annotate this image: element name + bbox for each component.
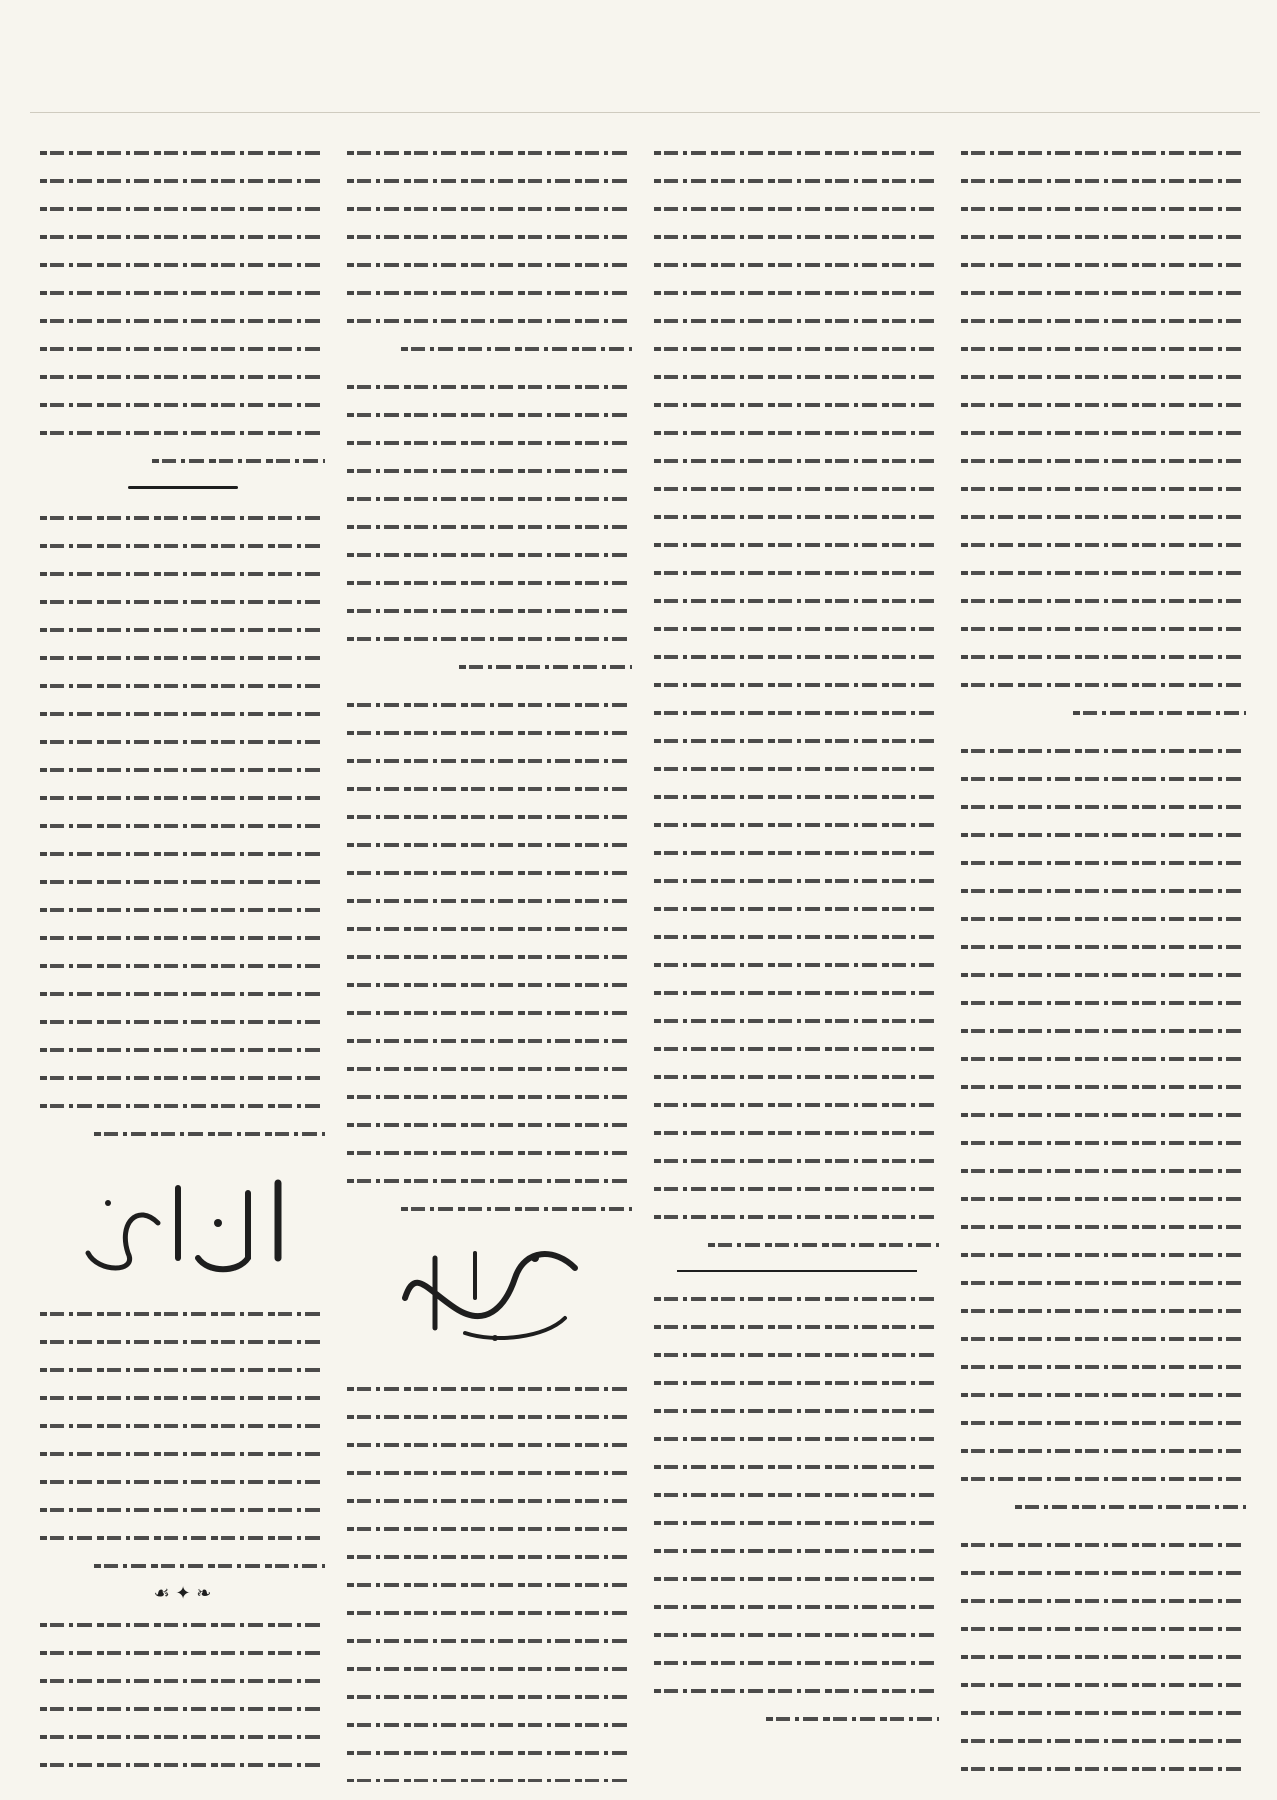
column-3 (345, 142, 634, 1782)
article-block (345, 142, 634, 360)
article-block (38, 507, 327, 1145)
article-block (959, 142, 1248, 724)
article-block (652, 1288, 941, 1730)
article-block (959, 1534, 1248, 1782)
advertisement-block (38, 1303, 327, 1577)
article-block (38, 142, 327, 472)
article-block (345, 376, 634, 678)
ornament-icon: ❧ ✦ ☙ (153, 1583, 212, 1604)
top-hairline (30, 112, 1260, 113)
column-2 (652, 142, 941, 1782)
newspaper-sheet (36, 142, 1248, 1782)
article-block (652, 142, 941, 1256)
column-4 (38, 142, 327, 1782)
article-block (345, 1378, 634, 1782)
column-1 (959, 142, 1248, 1782)
section-rule (128, 486, 238, 489)
calligraphy-advertisements-icon (68, 1163, 298, 1283)
article-block (345, 694, 634, 1220)
section-rule (677, 1270, 917, 1272)
calligraphy-heading-icon (375, 1238, 605, 1358)
article-block (959, 740, 1248, 1518)
advertisement-block (38, 1614, 327, 1782)
